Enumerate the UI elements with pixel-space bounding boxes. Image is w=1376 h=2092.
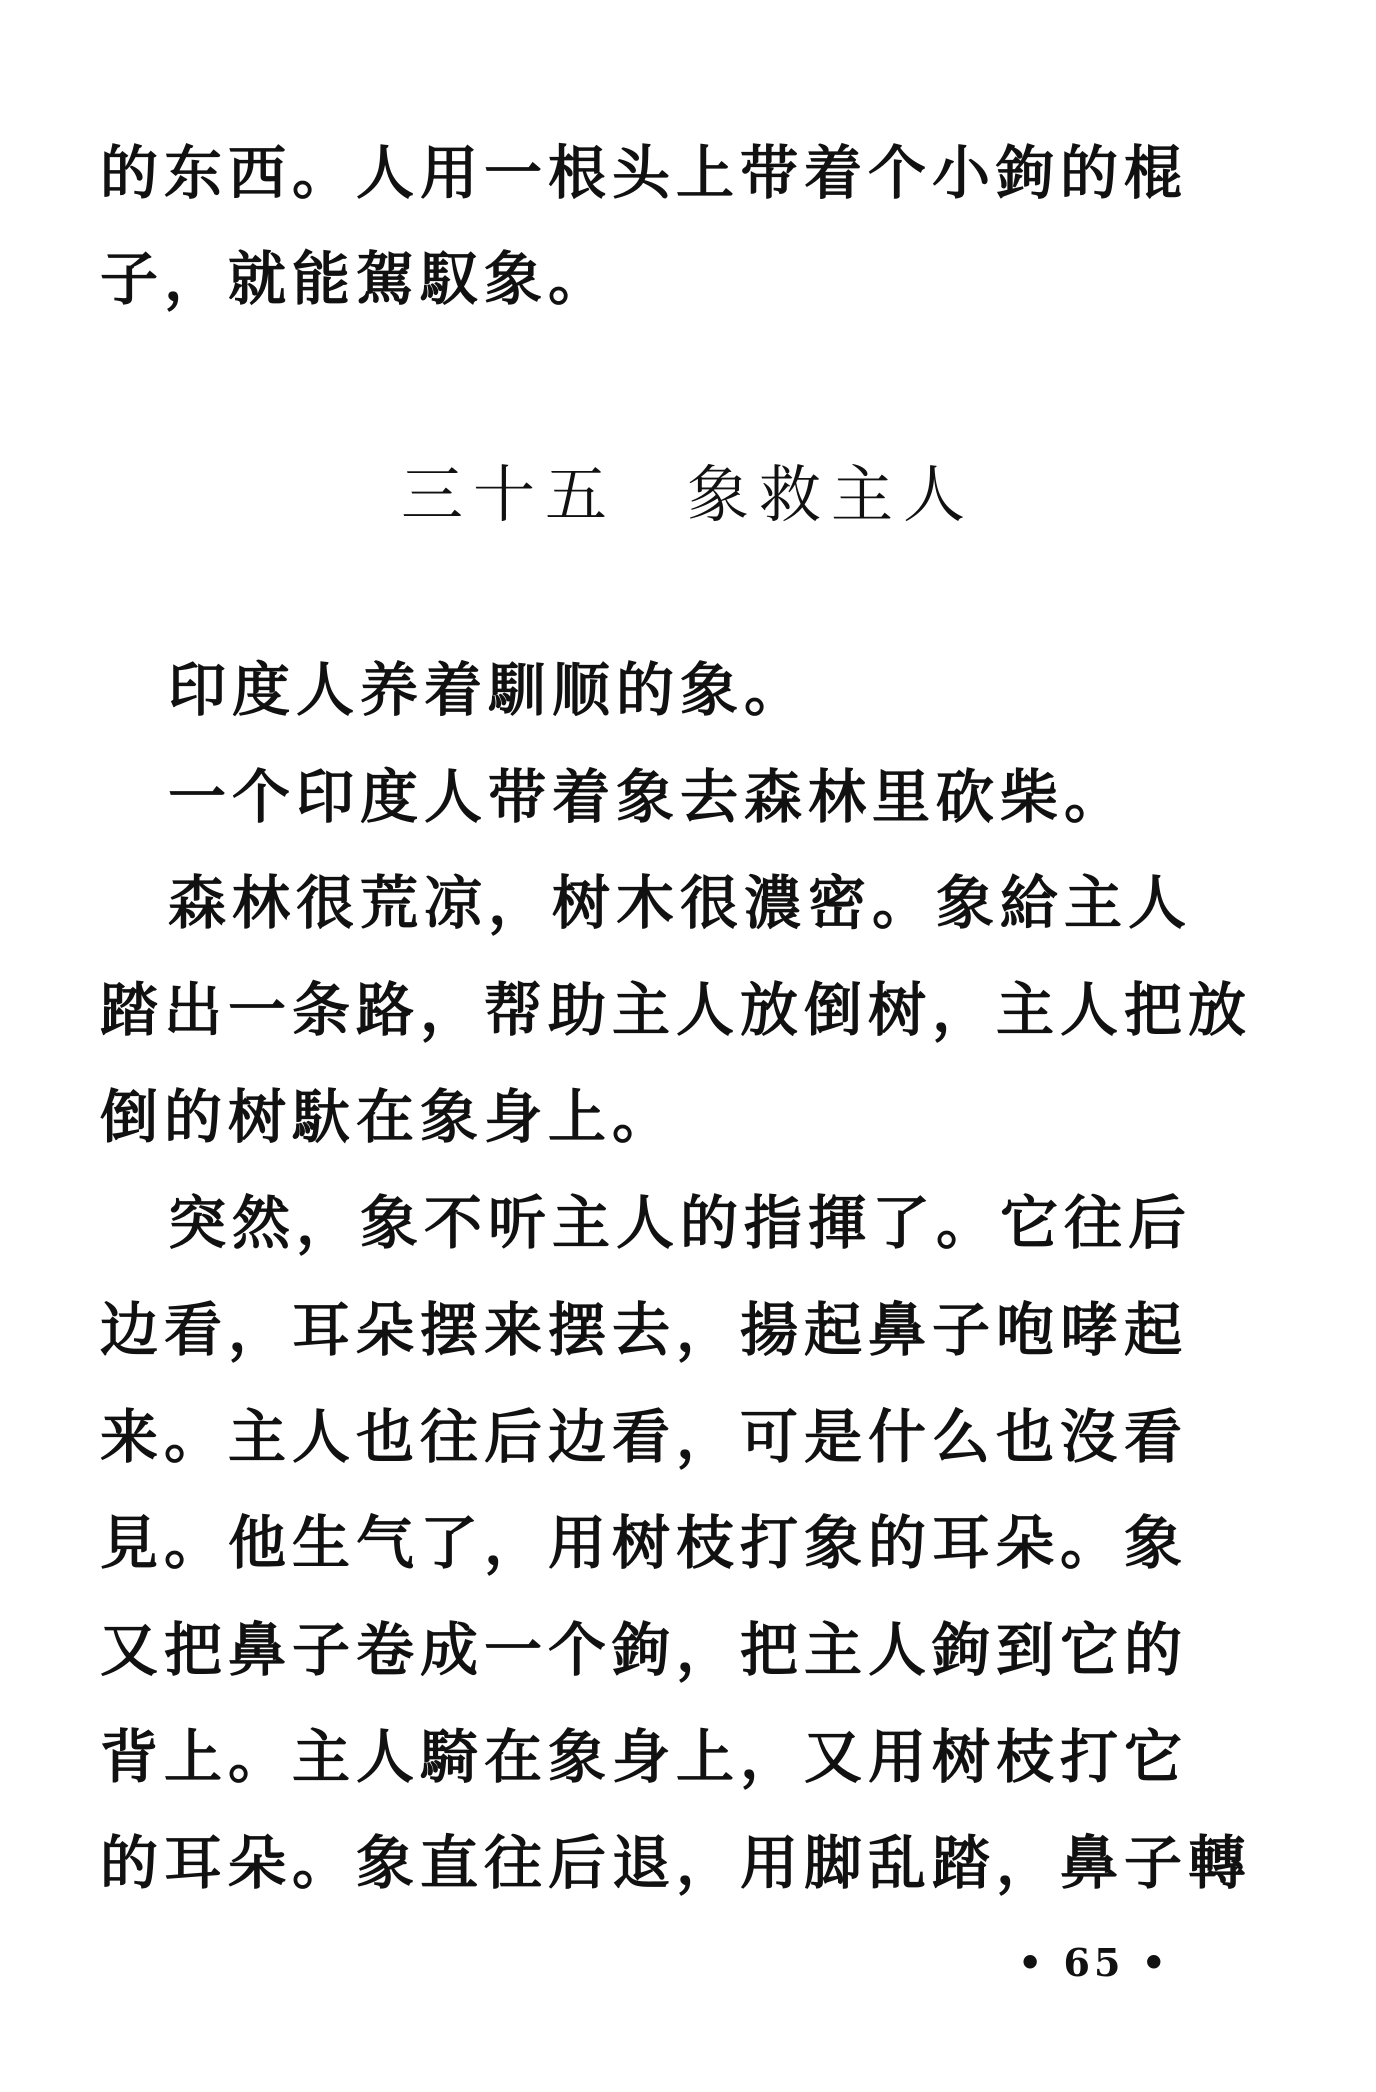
text-line: 見。他生气了，用树枝打象的耳朵。象	[100, 1509, 1189, 1577]
text-line: 又把鼻子卷成一个鉤，把主人鉤到它的	[100, 1616, 1189, 1684]
page-number: • 65 •	[1018, 1940, 1170, 1985]
section-heading	[0, 455, 1376, 535]
text-line: 森林很荒凉，树木很濃密。象給主人	[168, 869, 1193, 937]
text-line: 子，就能駕馭象。	[100, 245, 613, 313]
text-line: 突然，象不听主人的指揮了。它往后	[168, 1189, 1193, 1257]
text-line: 倒的树馱在象身上。	[100, 1083, 677, 1151]
text-line: 背上。主人騎在象身上，又用树枝打它	[100, 1723, 1189, 1791]
section-number: 三十五	[400, 458, 617, 531]
text-line: 来。主人也往后边看，可是什么也沒看	[100, 1403, 1189, 1471]
text-line: 印度人养着馴顺的象。	[168, 656, 809, 724]
text-line: 边看，耳朵摆来摆去，揚起鼻子咆哮起	[100, 1296, 1189, 1364]
text-line: 踏出一条路，帮助主人放倒树，主人把放	[100, 976, 1253, 1044]
text-line: 的东西。人用一根头上带着个小鉤的棍	[100, 139, 1189, 207]
text-line: 一个印度人带着象去森林里砍柴。	[168, 763, 1129, 831]
section-title: 象救主人	[687, 458, 976, 531]
text-line: 的耳朵。象直往后退，用脚乱踏，鼻子轉	[100, 1829, 1253, 1897]
